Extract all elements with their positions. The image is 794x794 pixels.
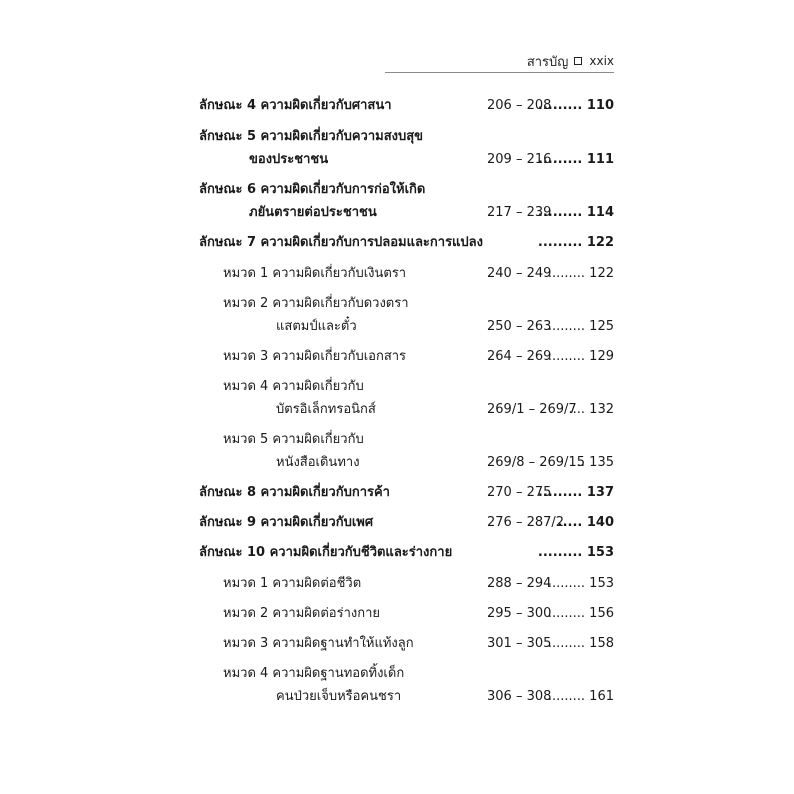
toc-entry-page: .... 132 [568,402,614,417]
toc-entry-label: ลักษณะ 7 ความผิดเกี่ยวกับการปลอมและการแปลง [199,235,484,250]
header-title: สารบัญ [526,54,569,70]
header-page-number: xxix [589,54,614,68]
toc-entry-range: 269/1 – 269/7 [487,402,577,417]
toc-entry-page: ......... 161 [547,689,614,704]
toc-entry-label-continued: ภยันตรายต่อประชาชน [249,205,377,220]
toc-entry [223,633,414,655]
toc-entry [223,263,406,285]
toc-entry-label: หมวด 3 ความผิดเกี่ยวกับเอกสาร [223,349,407,364]
page-header [385,50,614,73]
toc-entry-range: 206 – 208 [487,98,552,113]
toc-entry-label: ลักษณะ 4 ความผิดเกี่ยวกับศาสนา [199,98,392,113]
toc-entry-label: ลักษณะ 9 ความผิดเกี่ยวกับเพศ [199,515,374,530]
toc-entry-range: 301 – 305 [487,636,552,651]
toc-entry [199,95,392,117]
toc-entry [199,126,423,148]
toc-entry-label: หมวด 3 ความผิดฐานทำให้แท้งลูก [223,636,414,651]
toc-entry [223,429,364,451]
toc-entry-page: ......... 156 [547,606,614,621]
toc-entry-label: หมวด 1 ความผิดต่อชีวิต [223,576,362,591]
toc-entry-page: ......... 129 [547,349,614,364]
toc-entry-page: ..... 140 [557,515,614,530]
toc-entry-range: 270 – 275 [487,485,552,500]
toc-entry-label-continued: หนังสือเดินทาง [276,455,360,470]
toc-entry-label: หมวด 1 ความผิดเกี่ยวกับเงินตรา [223,266,407,281]
toc-entry-label: ลักษณะ 8 ความผิดเกี่ยวกับการค้า [199,485,390,500]
toc-entry-label: หมวด 2 ความผิดต่อร่างกาย [223,606,381,621]
toc-entry-page: ......... 111 [537,152,614,167]
toc-entry-range: 276 – 287/2 [487,515,565,530]
toc-entry-range: 240 – 249 [487,266,552,281]
toc-entry-label-continued: แสตมป์และตั๋ว [276,319,357,334]
toc-entry-label-continued: คนป่วยเจ็บหรือคนชรา [276,689,402,704]
toc-entry-label: หมวด 4 ความผิดฐานทอดทิ้งเด็ก [223,666,405,681]
toc-entry [223,603,380,625]
toc-entry-range: 288 – 294 [487,576,552,591]
toc-entry [223,663,404,685]
toc-entry-range: 209 – 216 [487,152,552,167]
toc-entry [199,179,425,201]
toc-entry-page: ......... 153 [547,576,614,591]
toc-entry-page: ......... 110 [537,98,614,113]
toc-entry [199,542,452,564]
toc-entry [199,482,390,504]
toc-entry-page: ......... 137 [537,485,614,500]
toc-entry-label: ลักษณะ 5 ความผิดเกี่ยวกับความสงบสุข [199,129,424,144]
toc-entry-range: 264 – 269 [487,349,552,364]
toc-entry [223,293,409,315]
toc-entry-range: 250 – 263 [487,319,552,334]
toc-entry-page: ......... 122 [537,235,614,250]
toc-entry-label: ลักษณะ 6 ความผิดเกี่ยวกับการก่อให้เกิด [199,182,426,197]
toc-entry [223,573,361,595]
toc-entry-label: หมวด 5 ความผิดเกี่ยวกับ [223,432,364,447]
toc-entry [223,376,364,398]
toc-entry-page: ......... 114 [537,205,614,220]
toc-entry-label-continued: ของประชาชน [249,152,329,167]
toc-entry-range: 217 – 239 [487,205,552,220]
toc-entry-page: ......... 158 [547,636,614,651]
toc-entry-range: 295 – 300 [487,606,552,621]
toc-entry-page: ......... 125 [547,319,614,334]
toc-entry-page: ......... 153 [537,545,614,560]
toc-entry [223,346,406,368]
toc-entry-label-continued: บัตรอิเล็กทรอนิกส์ [276,402,376,417]
toc-entry [199,232,483,254]
toc-entry-range: 306 – 308 [487,689,552,704]
toc-entry-label: หมวด 2 ความผิดเกี่ยวกับดวงตรา [223,296,409,311]
toc-entry-label: ลักษณะ 10 ความผิดเกี่ยวกับชีวิตและร่างกาย [199,545,453,560]
toc-entry-page: .. 135 [576,455,614,470]
toc-entry-label: หมวด 4 ความผิดเกี่ยวกับ [223,379,364,394]
toc-entry-page: ......... 122 [547,266,614,281]
toc-entry [199,512,373,534]
toc-entry-range: 269/8 – 269/15 [487,455,585,470]
square-bullet-icon [574,57,582,65]
